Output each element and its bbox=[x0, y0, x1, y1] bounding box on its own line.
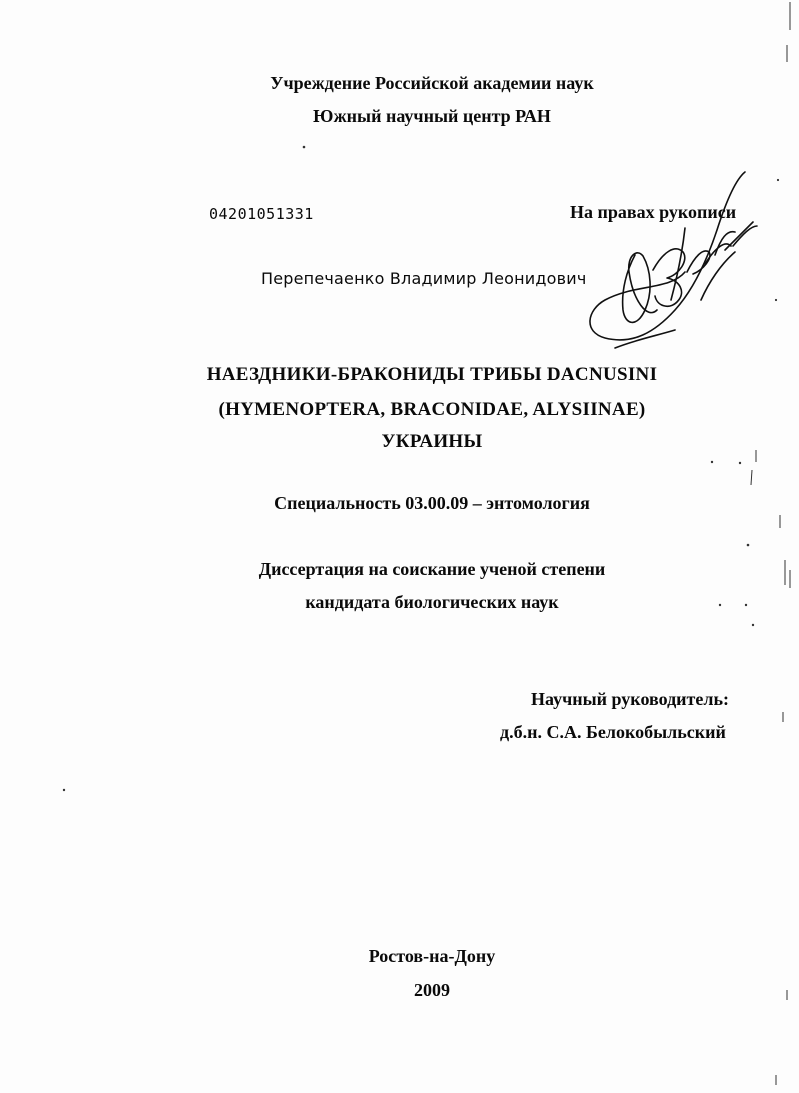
specialty: Специальность 03.00.09 – энтомология bbox=[274, 493, 590, 513]
dissertation-line-1: Диссертация на соискание ученой степени bbox=[258, 559, 606, 579]
year: 2009 bbox=[414, 980, 450, 1000]
city: Ростов-на-Дону bbox=[368, 946, 496, 966]
supervisor-name: д.б.н. С.А. Белокобыльский bbox=[500, 722, 726, 742]
handwritten-signature bbox=[575, 160, 775, 360]
title-line-1: НАЕЗДНИКИ-БРАКОНИДЫ ТРИБЫ DACNUSINI bbox=[206, 364, 658, 385]
institution-line-1: Учреждение Российской академии наук bbox=[270, 73, 594, 93]
title-line-3: УКРАИНЫ bbox=[381, 431, 483, 452]
institution-line-2: Южный научный центр РАН bbox=[313, 106, 551, 126]
supervisor-label: Научный руководитель: bbox=[531, 689, 729, 709]
author-name: Перепечаенко Владимир Леонидович bbox=[261, 269, 587, 288]
title-line-2: (HYMENOPTERA, BRACONIDAE, ALYSIINAE) bbox=[218, 399, 646, 420]
dissertation-line-2: кандидата биологических наук bbox=[305, 592, 559, 612]
registry-code: 04201051331 bbox=[209, 205, 314, 223]
manuscript-note: На правах рукописи bbox=[570, 202, 737, 222]
